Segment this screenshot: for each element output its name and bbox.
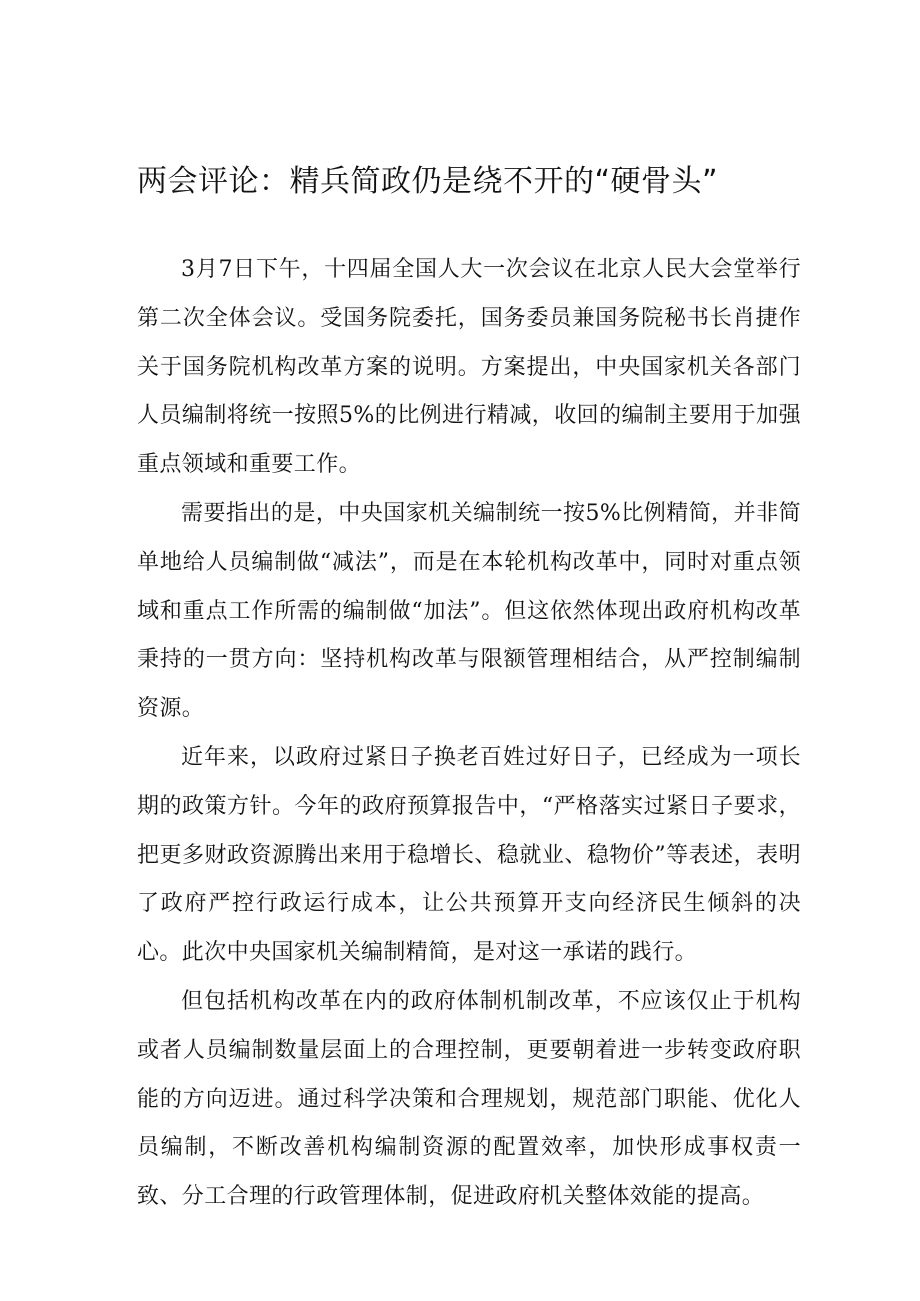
paragraph-2: 需要指出的是，中央国家机关编制统一按5%比例精简，并非简单地给人员编制做“减法”，而是在本轮机构改革中，同时对重点领域和重点工作所需的编制做“加法”。但这依然体现出政府机构改革秉持的一贯方向：坚持机构改革与限额管理相结合，从严控制编制资源。 bbox=[137, 500, 801, 722]
paragraph-1: 3月7日下午，十四届全国人大一次会议在北京人民大会堂举行第二次全体会议。受国务院委托，国务委员兼国务院秘书长肖捷作关于国务院机构改革方案的说明。方案提出，中央国家机关各部门人员编制将统一按照5%的比例进行精减，收回的编制主要用于加强重点领域和重要工作。 bbox=[137, 257, 801, 478]
paragraph-4: 但包括机构改革在内的政府体制机制改革，不应该仅止于机构或者人员编制数量层面上的合理控制，更要朝着进一步转变政府职能的方向迈进。通过科学决策和合理规划，规范部门职能、优化人员编制，不断改善机构编制资源的配置效率，加快形成事权责一致、分工合理的行政管理体制，促进政府机关整体效能的提高。 bbox=[137, 988, 801, 1210]
article-body bbox=[137, 246, 801, 1222]
paragraph-3: 近年来，以政府过紧日子换老百姓过好日子，已经成为一项长期的政策方针。今年的政府预算报告中，“严格落实过紧日子要求，把更多财政资源腾出来用于稳增长、稳就业、稳物价”等表述，表明了政府严控行政运行成本，让公共预算开支向经济民生倾斜的决心。此次中央国家机关编制精简，是对这一承诺的践行。 bbox=[137, 744, 801, 966]
page-title: 两会评论：精兵简政仍是绕不开的“硬骨头” bbox=[137, 164, 719, 199]
